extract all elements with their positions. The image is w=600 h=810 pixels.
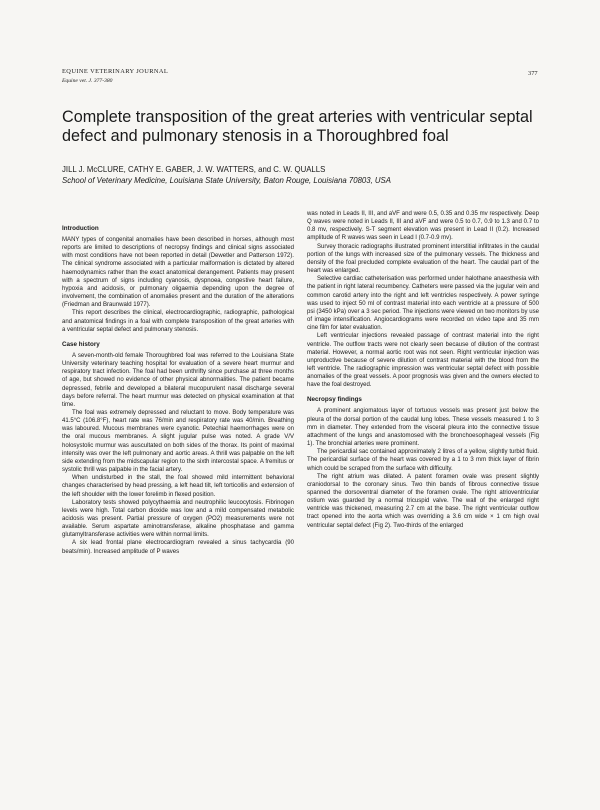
paragraph: The right atrium was dilated. A patent foramen ovale was present slightly craniodorsal to the coronary sinus. Two thin bands of fibrous connective tissue spanned the dorsoventral diameter of the foramen ovale. The right atrioventricular ostium was guarded by a normal tricuspid valve. The wall of the enlarged right ventricle was thickened, measuring 2.7 cm at the base. The right ventricular outflow tract opened into the aorta which was overriding a 3.6 cm wide × 1 cm high oval ventricular septal defect (Fig 2). Two-thirds of the enlarged	[307, 473, 539, 529]
paragraph: The foal was extremely depressed and reluctant to move. Body temperature was 41.5°C (106.8°F), heart rate was 76/min and respiratory rate was 40/min. Breathing was laboured. Mucous membranes were cyanotic. Petechial haemorrhages were on the oral mucous membranes. A slight jugular pulse was noted. A grade V/V holosystolic murmur was auscultated on both sides of the thorax. Its point of maximal intensity was over the left pulmonary and aortic areas. A thrill was palpable on the left side extending from the midscapular region to the sixth intercostal space. A fremitus or systolic thrill was palpable in the facial artery.	[62, 409, 294, 474]
paragraph: Laboratory tests showed polycythaemia and neutrophilic leucocytosis. Fibrinogen levels were high. Total carbon dioxide was low and a mild compensated metabolic acidosis was present. Partial pressure of oxygen (PO2) measurements were not available. Serum aspartate aminotransferase, alkaline phosphatase and gamma glutamyltransferase activities were within normal limits.	[62, 499, 294, 539]
paragraph: MANY types of congenital anomalies have been described in horses, although most reports are limited to descriptions of necropsy findings and clinical signs associated with most conditions have not been reported in detail (Dewetler and Patterson 1972). The clinical syndrome associated with a particular malformation is dictated by altered haemodynamics rather than the exact anatomical derangement. Patients may present with a spectrum of signs including cyanosis, dyspnoea, congestive heart failure, hypoxia and acidosis, or pulmonary oligaemia depending upon the degree of involvement, the combination of anomalies present and the duration of the alterations (Friedman and Braunwald 1977).	[62, 237, 294, 309]
paragraph: was noted in Leads II, III, and aVF and were 0.5, 0.35 and 0.35 mv respectively. Deep Q waves were noted in Leads II, III and aVF and were 0.5 to 0.7, 0.9 to 1.3 and 0.7 to 0.8 mv, respectively. S-T segment elevation was present in Lead II (0.2). Increased amplitude of R waves was seen in Lead I (0.7-0.9 mv).	[307, 211, 539, 242]
paragraph: Selective cardiac catheterisation was performed under halothane anaesthesia with the patient in right lateral recumbency. Catheters were passed via the jugular vein and common carotid artery into the right and left ventricles respectively. A power syringe was used to inject 50 ml of contrast material into each ventricle at a pressure of 500 psi (3450 kPa) over a 3 sec period. The injections were viewed on two monitors by use of image intensification. Angiocardiograms were recorded on video tape and 35 mm cine film for later evaluation.	[307, 276, 539, 332]
page-number: 377	[528, 70, 538, 77]
right-column	[307, 210, 539, 530]
left-column	[62, 225, 294, 556]
affiliation: School of Veterinary Medicine, Louisiana State University, Baton Rouge, Louisiana 70803, USA	[62, 176, 391, 185]
paragraph: The pericardial sac contained approximately 2 litres of a yellow, slightly turbid fluid. The pericardial surface of the heart was covered by a 1 to 3 mm thick layer of fibrin which could be scraped from the surface with difficulty.	[307, 449, 539, 472]
section-heading-necropsy: Necropsy findings	[307, 396, 362, 404]
article-title: Complete transposition of the great arteries with ventricular septal defect and pulmonary stenosis in a Thoroughbred foal	[62, 108, 533, 145]
section-heading-introduction: Introduction	[62, 225, 99, 232]
paragraph: A prominent angiomatous layer of tortuous vessels was present just below the pleura of the dorsal portion of the caudal lung lobes. These vessels measured 1 to 3 mm in diameter. They extended from the visceral pleura into the connective tissue attachment of the lungs and anastomosed with the bronchoesophageal vessels (Fig 1). The bronchial arteries were prominent.	[307, 408, 539, 448]
author-list: JILL J. McCLURE, CATHY E. GABER, J. W. WATTERS, and C. W. QUALLS	[62, 165, 326, 174]
journal-name: EQUINE VETERINARY JOURNAL	[62, 68, 169, 75]
journal-citation: Equine vet. J. 377-380	[62, 78, 113, 84]
paragraph: Left ventricular injections revealed passage of contrast material into the right ventricle. The outflow tracts were not clearly seen because of dilution of the contrast material. However, a normal aortic root was not seen. Right ventricular injection was unproductive because of severe dilution of contrast material with the blood from the left ventricle. The radiographic impression was ventricular septal defect with possible anomalies of the great vessels. A poor prognosis was given and the owners elected to have the foal destroyed.	[307, 333, 539, 389]
paragraph: This report describes the clinical, electrocardiographic, radiographic, pathological and anatomical findings in a foal with complete transposition of the great arteries with a ventricular septal defect and pulmonary stenosis.	[62, 310, 294, 333]
paragraph: A seven-month-old female Thoroughbred foal was referred to the Louisiana State University veterinary teaching hospital for evaluation of a severe heart murmur and respiratory tract infection. The foal had been unthrifty since purchase at three months of age, but showed no evidence of other physical abnormalities. The patient became depressed, febrile and developed a bilateral mucopurulent nasal discharge several days before referral. The heart murmur was detected on physical examination at that time.	[62, 352, 294, 408]
paragraph: Survey thoracic radiographs illustrated prominent interstitial infiltrates in the caudal portion of the lungs with increased size of the pulmonary vessels. The thickness and density of the foal precluded complete evaluation of the heart. The caudal part of the heart was enlarged.	[307, 243, 539, 275]
paragraph: When undisturbed in the stall, the foal showed mild intermittent behavioral changes characterised by head pressing, a left head tilt, left torticollis and extension of the left shoulder with the lower forelimb in flexed position.	[62, 475, 294, 498]
section-heading-case-history: Case history	[62, 340, 100, 348]
paragraph: A six lead frontal plane electrocardiogram revealed a sinus tachycardia (90 beats/min). Increased amplitude of P waves	[62, 540, 294, 555]
